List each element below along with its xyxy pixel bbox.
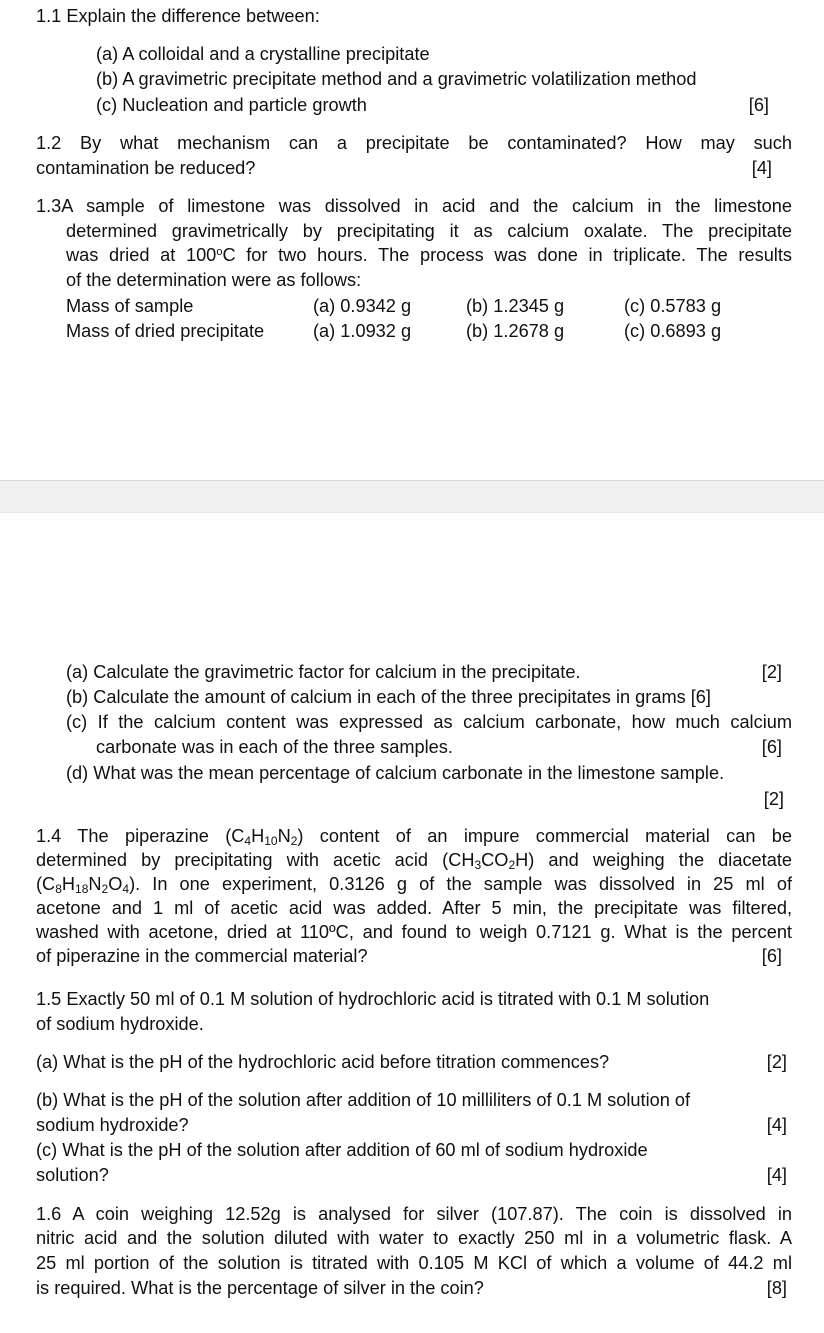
q1-3-line1: 1.3A sample of limestone was dissolved in acid and the calcium in the limestone [36,196,792,216]
q1-4-line1 [36,824,792,849]
formula-part: H [61,874,76,894]
subscript: 2 [290,834,298,848]
q1-6-line1: 1.6 A coin weighing 12.52g is analysed for silver (107.87). The coin is dissolved in [36,1204,792,1224]
q1-2-line1: 1.2 By what mechanism can a precipitate be contaminated? How may such [36,133,792,153]
q1-4-line4: acetone and 1 ml of acetic acid was added. After 5 min, the precipitate was filtered, [36,898,792,918]
q1-3-line3-post: C for two hours. The process was done in triplicate. The results [222,245,792,265]
page-bottom [0,513,824,1333]
q1-1-heading: 1.1 Explain the difference between: [36,6,320,26]
q1-4-l1-pre: 1.4 The piperazine (C [36,826,245,846]
q1-5-item-b-line1: (b) What is the pH of the solution after addition of 10 milliliters of 0.1 M solution of [36,1090,691,1110]
q1-6-line2: nitric acid and the solution diluted with water to exactly 250 ml in a volumetric flask. A [36,1228,792,1248]
q1-4-line6: of piperazine in the commercial material? [36,946,368,966]
q1-1-item-b: (b) A gravimetric precipitate method and a gravimetric volatilization method [96,69,697,89]
q1-3-line4: of the determination were as follows: [66,270,362,290]
q1-3-line2: determined gravimetrically by precipitating it as calcium oxalate. The precipitate [66,221,792,241]
q1-4-l2-pre: determined by precipitating with acetic acid (CH [36,850,475,870]
q1-4-l2-post: H) and weighing the diacetate [515,850,792,870]
table-row2-c: (c) 0.6893 g [624,321,722,341]
q1-5-item-c-line2: solution? [36,1165,109,1185]
q1-3-item-b: (b) Calculate the amount of calcium in each of the three precipitates in grams [6] [66,687,711,707]
q1-5-a-marks: [2] [766,1052,787,1072]
q1-4-l3-pre: (C [36,874,56,894]
table-row2-a: (a) 1.0932 g [313,321,412,341]
table-row1-b: (b) 1.2345 g [466,296,565,316]
q1-5-c-marks: [4] [766,1165,787,1185]
degree-sign: o [216,246,223,258]
q1-1-item-a: (a) A colloidal and a crystalline precipitate [96,44,430,64]
q1-1-marks: [6] [748,95,769,115]
table-row1-label: Mass of sample [66,296,194,316]
subscript: 4 [122,882,130,896]
q1-5-item-b-line2: sodium hydroxide? [36,1115,189,1135]
formula-part: N [88,874,102,894]
table-row2-b: (b) 1.2678 g [466,321,565,341]
q1-3-line3-pre: was dried at 100 [66,245,217,265]
formula-part: O [108,874,123,894]
q1-3-a-marks: [2] [761,662,782,682]
formula-part: H [251,826,265,846]
q1-6-line4: is required. What is the percentage of silver in the coin? [36,1278,484,1298]
q1-3-d-marks: [2] [763,789,784,809]
q1-2-marks: [4] [751,158,772,178]
q1-5-line1: 1.5 Exactly 50 ml of 0.1 M solution of hydrochloric acid is titrated with 0.1 M solution [36,989,710,1009]
table-row2-label: Mass of dried precipitate [66,321,265,341]
q1-2-line2: contamination be reduced? [36,158,256,178]
q1-4-line2 [36,848,792,873]
q1-6-marks: [8] [766,1278,787,1298]
subscript: 8 [55,882,62,896]
q1-3-item-c-line1: (c) If the calcium content was expressed as calcium carbonate, how much calcium [66,712,792,732]
q1-3-item-a: (a) Calculate the gravimetric factor for calcium in the precipitate. [66,662,581,682]
subscript: 18 [75,882,89,896]
q1-5-item-a: (a) What is the pH of the hydrochloric acid before titration commences? [36,1052,610,1072]
formula-part: CO [481,850,509,870]
subscript: 3 [474,858,482,872]
q1-1-item-c: (c) Nucleation and particle growth [96,95,367,115]
q1-6-line3: 25 ml portion of the solution is titrated with 0.105 M KCl of which a volume of 44.2 ml [36,1253,792,1273]
q1-3-line3 [66,243,792,268]
q1-4-l1-post: ) content of an impure commercial material can be [297,826,792,846]
q1-4-marks: [6] [761,946,782,966]
table-row1-a: (a) 0.9342 g [313,296,412,316]
formula-part: N [277,826,291,846]
q1-5-item-c-line1: (c) What is the pH of the solution after addition of 60 ml of sodium hydroxide [36,1140,648,1160]
q1-5-b-marks: [4] [766,1115,787,1135]
subscript: 4 [244,834,252,848]
subscript: 10 [264,834,278,848]
q1-5-line2: of sodium hydroxide. [36,1014,204,1034]
table-row1-c: (c) 0.5783 g [624,296,722,316]
q1-4-line3 [36,872,792,897]
subscript: 2 [508,858,516,872]
q1-4-line5: washed with acetone, dried at 110ºC, and found to weigh 0.7121 g. What is the percent [36,922,792,942]
page-top [0,0,824,480]
page-break [0,480,824,513]
subscript: 2 [101,882,109,896]
q1-3-c-marks: [6] [761,737,782,757]
q1-3-item-c-line2: carbonate was in each of the three samples. [96,737,453,757]
q1-4-l3-post: ). In one experiment, 0.3126 g of the sample was dissolved in 25 ml of [129,874,792,894]
q1-3-item-d: (d) What was the mean percentage of calcium carbonate in the limestone sample. [66,763,725,783]
